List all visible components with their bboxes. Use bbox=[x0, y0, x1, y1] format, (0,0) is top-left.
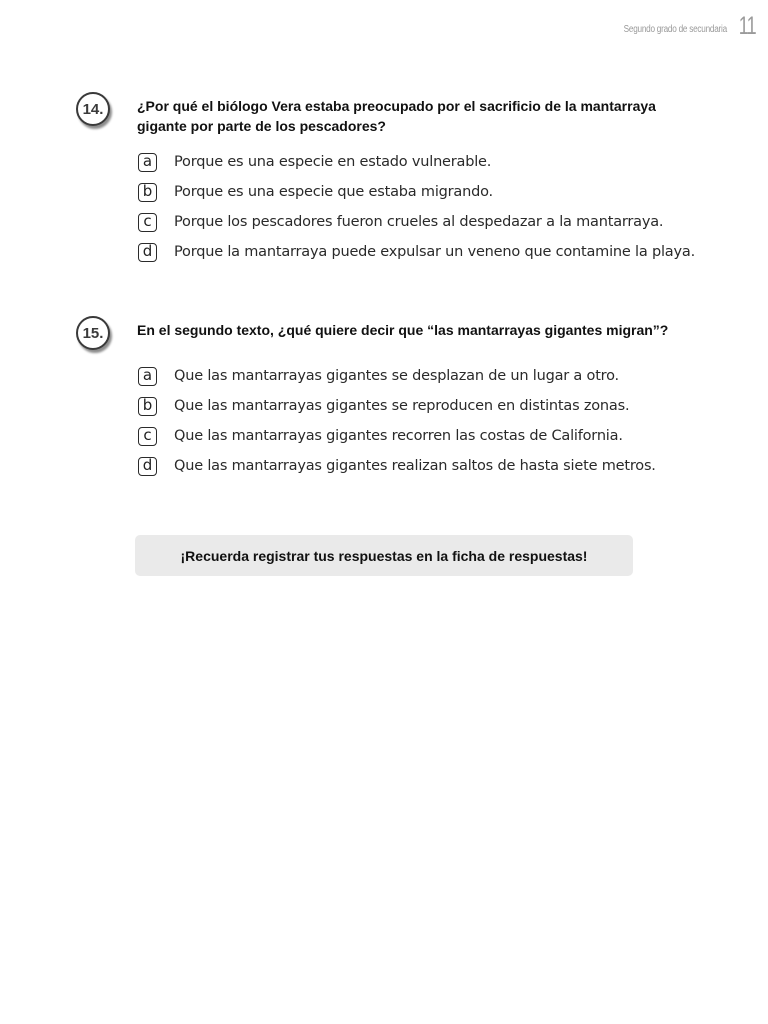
option-b[interactable] bbox=[138, 177, 695, 207]
question-number-badge: 14. bbox=[76, 92, 110, 126]
option-letter-box[interactable]: b bbox=[138, 183, 157, 202]
option-text: Que las mantarrayas gigantes realizan saltos de hasta siete metros. bbox=[174, 458, 656, 474]
option-text: Que las mantarrayas gigantes se reproducen en distintas zonas. bbox=[174, 398, 630, 414]
answer-options bbox=[138, 361, 656, 481]
option-letter-box[interactable]: a bbox=[138, 153, 157, 172]
grade-label: Segundo grado de secundaria bbox=[623, 24, 728, 35]
option-letter-box[interactable]: b bbox=[138, 397, 157, 416]
answer-options bbox=[138, 147, 695, 267]
option-text: Que las mantarrayas gigantes recorren las costas de California. bbox=[174, 428, 623, 444]
question-text: ¿Por qué el biólogo Vera estaba preocupado por el sacrificio de la mantarraya gigante por parte de los pescadores? bbox=[137, 98, 656, 134]
page-number: 11 bbox=[738, 12, 756, 40]
option-a[interactable] bbox=[138, 361, 656, 391]
option-d[interactable] bbox=[138, 237, 695, 267]
option-b[interactable] bbox=[138, 391, 656, 421]
option-text: Porque los pescadores fueron crueles al despedazar a la mantarraya. bbox=[174, 214, 664, 230]
reminder-banner: ¡Recuerda registrar tus respuestas en la ficha de respuestas! bbox=[135, 535, 633, 576]
option-a[interactable] bbox=[138, 147, 695, 177]
page-header bbox=[601, 14, 756, 39]
option-letter-box[interactable]: c bbox=[138, 427, 157, 446]
option-text: Porque es una especie en estado vulnerable. bbox=[174, 154, 492, 170]
question-number-badge: 15. bbox=[76, 316, 110, 350]
option-c[interactable] bbox=[138, 421, 656, 451]
option-letter-box[interactable]: c bbox=[138, 213, 157, 232]
option-letter-box[interactable]: d bbox=[138, 243, 157, 262]
option-text: Porque la mantarraya puede expulsar un veneno que contamine la playa. bbox=[174, 244, 695, 260]
option-d[interactable] bbox=[138, 451, 656, 481]
question-text: En el segundo texto, ¿qué quiere decir que “las mantarrayas gigantes migran”? bbox=[137, 322, 669, 338]
option-c[interactable] bbox=[138, 207, 695, 237]
option-letter-box[interactable]: d bbox=[138, 457, 157, 476]
option-text: Porque es una especie que estaba migrando. bbox=[174, 184, 493, 200]
option-letter-box[interactable]: a bbox=[138, 367, 157, 386]
option-text: Que las mantarrayas gigantes se desplazan de un lugar a otro. bbox=[174, 368, 619, 384]
